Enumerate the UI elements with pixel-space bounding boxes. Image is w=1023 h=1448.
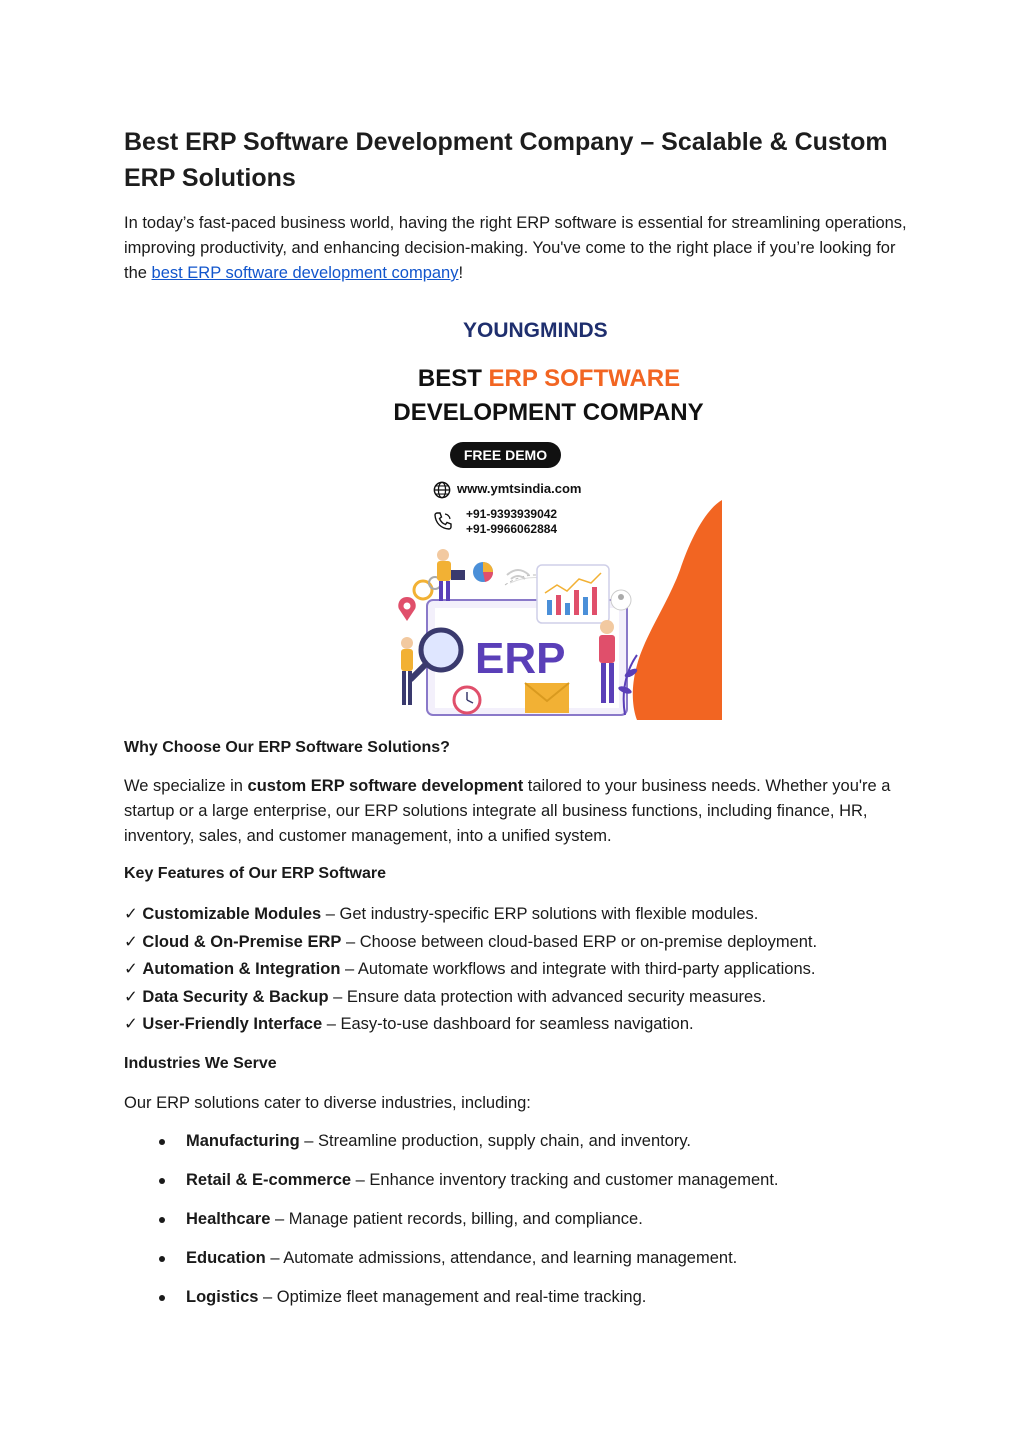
industry-desc: – Automate admissions, attendance, and learning management. xyxy=(265,1249,738,1267)
check-icon: ✓ xyxy=(124,933,138,951)
banner-headline-line2: DEVELOPMENT COMPANY xyxy=(393,399,704,426)
intro-paragraph xyxy=(124,211,914,286)
why-paragraph xyxy=(124,774,914,849)
why-text-after: tailored to your business needs. Whether you're a startup or a large enterprise, our ERP solutions integrate all business functions, including finance, HR, inventory, sales, and customer management, into a unified system. xyxy=(124,777,891,845)
check-icon: ✓ xyxy=(124,988,138,1006)
feature-name: Automation & Integration xyxy=(142,960,341,978)
globe-icon xyxy=(433,481,451,499)
feature-item xyxy=(124,986,924,1008)
feature-name: Customizable Modules xyxy=(142,905,322,923)
industry-desc: – Manage patient records, billing, and compliance. xyxy=(270,1210,643,1228)
why-heading: Why Choose Our ERP Software Solutions? xyxy=(124,739,450,756)
check-icon: ✓ xyxy=(124,960,138,978)
bullet-icon xyxy=(159,1295,165,1301)
industries-heading: Industries We Serve xyxy=(124,1055,277,1072)
check-icon: ✓ xyxy=(124,1015,138,1033)
industry-name: Healthcare xyxy=(186,1210,271,1228)
website-text: www.ymtsindia.com xyxy=(457,481,582,496)
industry-desc: – Enhance inventory tracking and customer management. xyxy=(351,1171,779,1189)
headline-erp-software: ERP SOFTWARE xyxy=(488,365,681,392)
bullet-icon xyxy=(159,1256,165,1262)
list-item xyxy=(124,1169,924,1208)
why-text-before: We specialize in xyxy=(124,777,248,795)
industry-name: Retail & E-commerce xyxy=(186,1171,352,1189)
bullet-icon xyxy=(159,1139,165,1145)
phone-number-2: +91-9966062884 xyxy=(466,522,558,536)
erp-banner-image xyxy=(375,305,722,720)
industry-desc: – Streamline production, supply chain, and inventory. xyxy=(299,1132,692,1150)
headline-best: BEST xyxy=(417,365,489,392)
bullet-icon xyxy=(159,1217,165,1223)
page-title: Best ERP Software Development Company – Scalable & Custom ERP Solutions xyxy=(124,128,888,192)
list-item xyxy=(124,1247,924,1286)
feature-name: Data Security & Backup xyxy=(142,988,329,1006)
feature-name: Cloud & On-Premise ERP xyxy=(142,933,342,951)
feature-desc: – Automate workflows and integrate with third-party applications. xyxy=(340,960,816,978)
industry-name: Logistics xyxy=(186,1288,259,1306)
feature-desc: – Easy-to-use dashboard for seamless navigation. xyxy=(322,1015,694,1033)
list-item xyxy=(124,1208,924,1247)
industry-desc: – Optimize fleet management and real-time tracking. xyxy=(258,1288,647,1306)
feature-desc: – Ensure data protection with advanced security measures. xyxy=(328,988,767,1006)
banner-headline-line1 xyxy=(399,365,699,393)
feature-name: User-Friendly Interface xyxy=(142,1015,323,1033)
phone-icon xyxy=(433,511,453,531)
features-heading: Key Features of Our ERP Software xyxy=(124,865,386,882)
bullet-icon xyxy=(159,1178,165,1184)
feature-item xyxy=(124,903,924,925)
free-demo-button[interactable]: FREE DEMO xyxy=(450,442,561,468)
erp-label: ERP xyxy=(475,634,566,683)
industry-name: Education xyxy=(186,1249,266,1267)
erp-company-link[interactable]: best ERP software development company xyxy=(151,264,459,282)
erp-illustration xyxy=(375,545,722,720)
check-icon: ✓ xyxy=(124,905,138,923)
feature-item xyxy=(124,958,924,980)
feature-item xyxy=(124,1013,924,1035)
industry-name: Manufacturing xyxy=(186,1132,300,1150)
why-bold: custom ERP software development xyxy=(247,777,524,795)
list-item xyxy=(124,1286,924,1325)
intro-text-before: In today’s fast-paced business world, having the right ERP software is essential for streamlining operations, improving productivity, and enhancing decision-making. You've come to the right place if you’re looking for the xyxy=(124,214,907,282)
industries-list xyxy=(124,1130,924,1325)
list-item xyxy=(124,1130,924,1169)
intro-text-after: ! xyxy=(458,264,464,282)
feature-item xyxy=(124,931,924,953)
feature-desc: – Get industry-specific ERP solutions with flexible modules. xyxy=(321,905,759,923)
youngminds-logo: YOUNGMINDS xyxy=(463,319,608,342)
industries-intro: Our ERP solutions cater to diverse industries, including: xyxy=(124,1094,531,1112)
phone-number-1: +91-9393939042 xyxy=(466,507,558,521)
feature-desc: – Choose between cloud-based ERP or on-premise deployment. xyxy=(341,933,818,951)
